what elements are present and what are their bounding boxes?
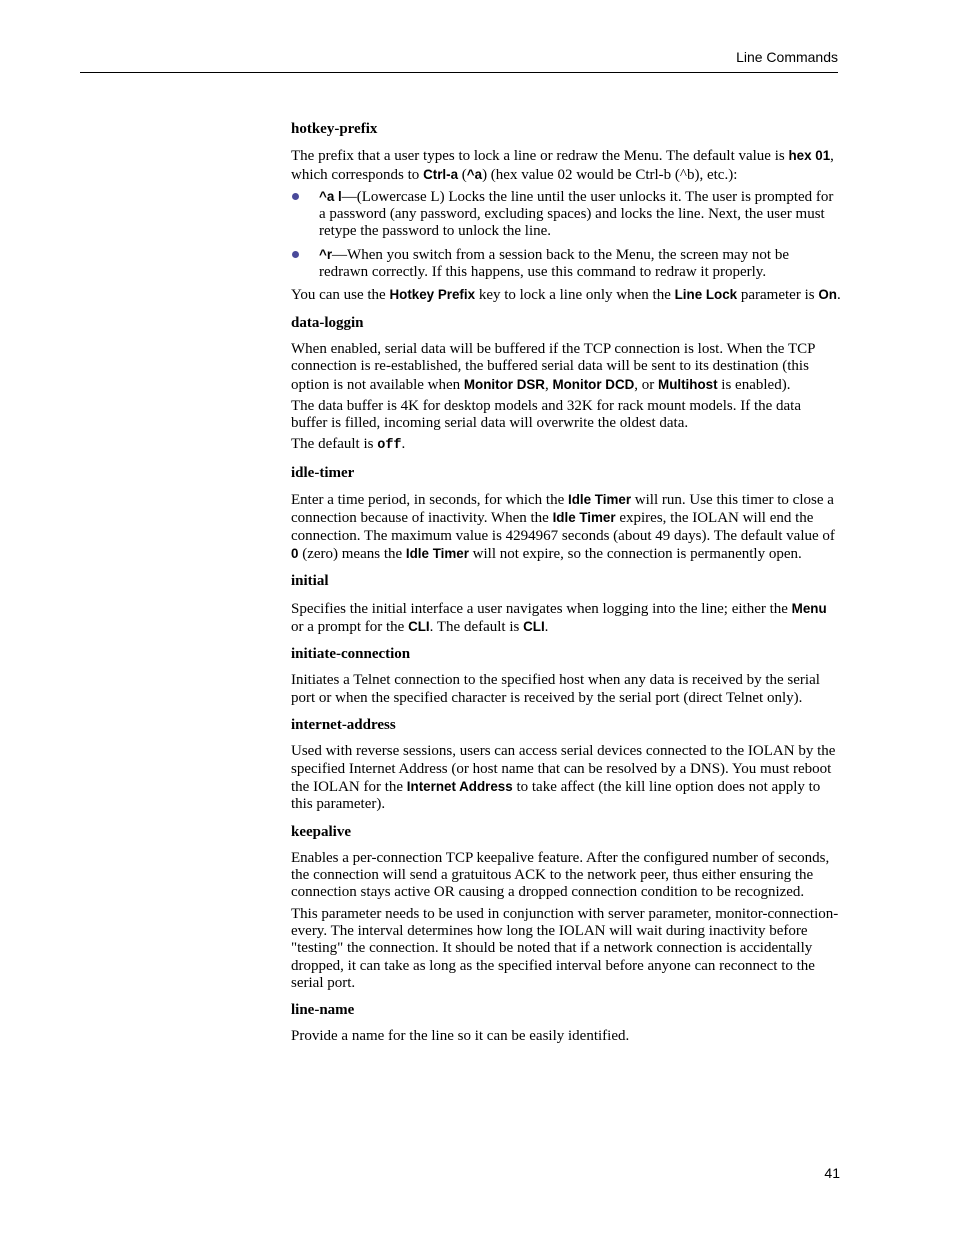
bold-term: hex 01 (788, 148, 831, 164)
list-item (291, 188, 841, 241)
text-run: ) (hex value 02 would be Ctrl-b (^b), etc.): (482, 166, 738, 183)
term-heading: initial (291, 573, 329, 590)
bold-term: 0 (291, 545, 299, 561)
paragraph (291, 743, 841, 813)
bold-term: CLI (408, 618, 430, 634)
term-heading: data-loggin (291, 314, 364, 331)
text-run: The default is (291, 436, 378, 453)
text-run: . (544, 618, 549, 635)
bold-term: On (818, 287, 837, 303)
paragraph (291, 147, 841, 184)
text-run: (zero) means the (298, 545, 406, 562)
section-idle-timer (291, 465, 841, 563)
bullet-icon (292, 193, 299, 200)
bold-term: ^r (319, 246, 333, 262)
text-run: Used with reverse sessions, users can access serial devices connected to the IOLAN by the specified Internet Address (or host name that can be resolved by a DNS). You must reboot the IOLAN for the (291, 743, 836, 795)
section-initial (291, 573, 841, 636)
bold-term: CLI (523, 618, 545, 634)
bold-term: Line Lock (674, 287, 738, 303)
bold-term: Hotkey Prefix (389, 287, 476, 303)
running-header: Line Commands (736, 49, 838, 65)
text-run: will not expire, so the connection is permanently open. (468, 545, 802, 562)
paragraph: Provide a name for the line so it can be easily identified. (291, 1028, 630, 1045)
section-internet-address (291, 717, 841, 813)
bold-term: Ctrl-a (423, 166, 459, 182)
text-run: Enter a time period, in seconds, for which the (291, 492, 569, 509)
bold-term: Monitor DSR (463, 376, 545, 392)
text-run: Specifies the initial interface a user navigates when logging into the line; either the (291, 600, 792, 617)
page-content (291, 121, 841, 1056)
paragraph: The data buffer is 4K for desktop models and 32K for rack mount models. If the data buffer is filled, incoming serial data will overwrite the oldest data. (291, 397, 801, 432)
text-run: . (836, 287, 841, 304)
bold-term: Idle Timer (552, 510, 616, 526)
text-run: —When you switch from a session back to the Menu, the screen may not be redrawn correctly. If this happens, use this command to redraw it properly. (319, 246, 789, 281)
section-hotkey-prefix (291, 121, 841, 305)
paragraph: Enables a per-connection TCP keepalive feature. After the configured number of seconds, the connection will send a gratuitous ACK to the network peer, thus either ensuring the connection stays active OR causing a dropped connection condition to be recognized. (291, 849, 830, 901)
bold-term: Monitor DCD (552, 376, 635, 392)
paragraph (291, 341, 841, 394)
list-item (291, 246, 841, 282)
text-run: will run. Use this timer to close a connection because of inactivity. When the (291, 492, 834, 527)
text-run: , or (634, 376, 659, 393)
header-rule (80, 72, 838, 73)
term-heading: line-name (291, 1002, 355, 1019)
text-run: key to lock a line only when the (475, 287, 675, 304)
section-line-name (291, 1002, 841, 1046)
paragraph (291, 491, 841, 563)
text-run: When enabled, serial data will be buffered if the TCP connection is lost. When the TCP connection is re-established, the buffered serial data will be sent to its destination (this option is not available when (291, 340, 815, 393)
text-run: The prefix that a user types to lock a line or redraw the Menu. The default value is (291, 148, 789, 165)
bold-term: Multihost (658, 376, 718, 392)
text-run: or a prompt for the (291, 618, 409, 635)
term-heading: idle-timer (291, 464, 355, 481)
paragraph (291, 286, 841, 304)
page-number: 41 (824, 1165, 840, 1181)
bold-term: Internet Address (406, 778, 513, 794)
section-keepalive (291, 824, 841, 993)
text-run: . The default is (429, 618, 524, 635)
bold-term: Idle Timer (405, 545, 469, 561)
paragraph (291, 436, 841, 454)
text-run: ( (458, 166, 467, 183)
section-initiate-connection (291, 646, 841, 707)
bold-term: Menu (791, 600, 827, 616)
text-run: parameter is (737, 287, 819, 304)
term-heading: hotkey-prefix (291, 121, 378, 137)
text-run: expires, the IOLAN will end the connection. The maximum value is 4294967 seconds (about 49 days). The default value of (291, 510, 835, 544)
paragraph: This parameter needs to be used in conjunction with server parameter, monitor-connection-every. The interval determines how long the IOLAN will wait during inactivity before "testing" the connection. It should be noted that if a network connection is accidentally dropped, it can take as long as the specified interval before anyone can reconnect to the serial port. (291, 905, 839, 991)
section-data-loggin (291, 315, 841, 455)
term-heading: keepalive (291, 823, 351, 840)
paragraph (291, 600, 841, 637)
term-heading: initiate-connection (291, 646, 411, 663)
text-run: , (544, 376, 553, 393)
bold-term: Idle Timer (568, 492, 632, 508)
bold-term: ^a l (319, 188, 342, 204)
code-value: off (377, 438, 402, 454)
text-run: . (401, 436, 406, 453)
text-run: You can use the (291, 287, 390, 304)
text-run: to take affect (the kill line option does not apply to this parameter). (291, 778, 821, 813)
term-heading: internet-address (291, 717, 396, 734)
bullet-list (291, 188, 841, 281)
paragraph: Initiates a Telnet connection to the specified host when any data is received by the serial port or when the specified character is received by the serial port (direct Telnet only). (291, 672, 820, 706)
text-run: , which corresponds to (291, 148, 834, 183)
text-run: is enabled). (717, 376, 791, 393)
bullet-icon (292, 251, 299, 258)
bold-term: ^a (466, 166, 483, 182)
text-run: —(Lowercase L) Locks the line until the user unlocks it. The user is prompted for a password (any password, excluding spaces) and locks the line. Next, the user must retype the password to unlock the line. (319, 188, 834, 240)
